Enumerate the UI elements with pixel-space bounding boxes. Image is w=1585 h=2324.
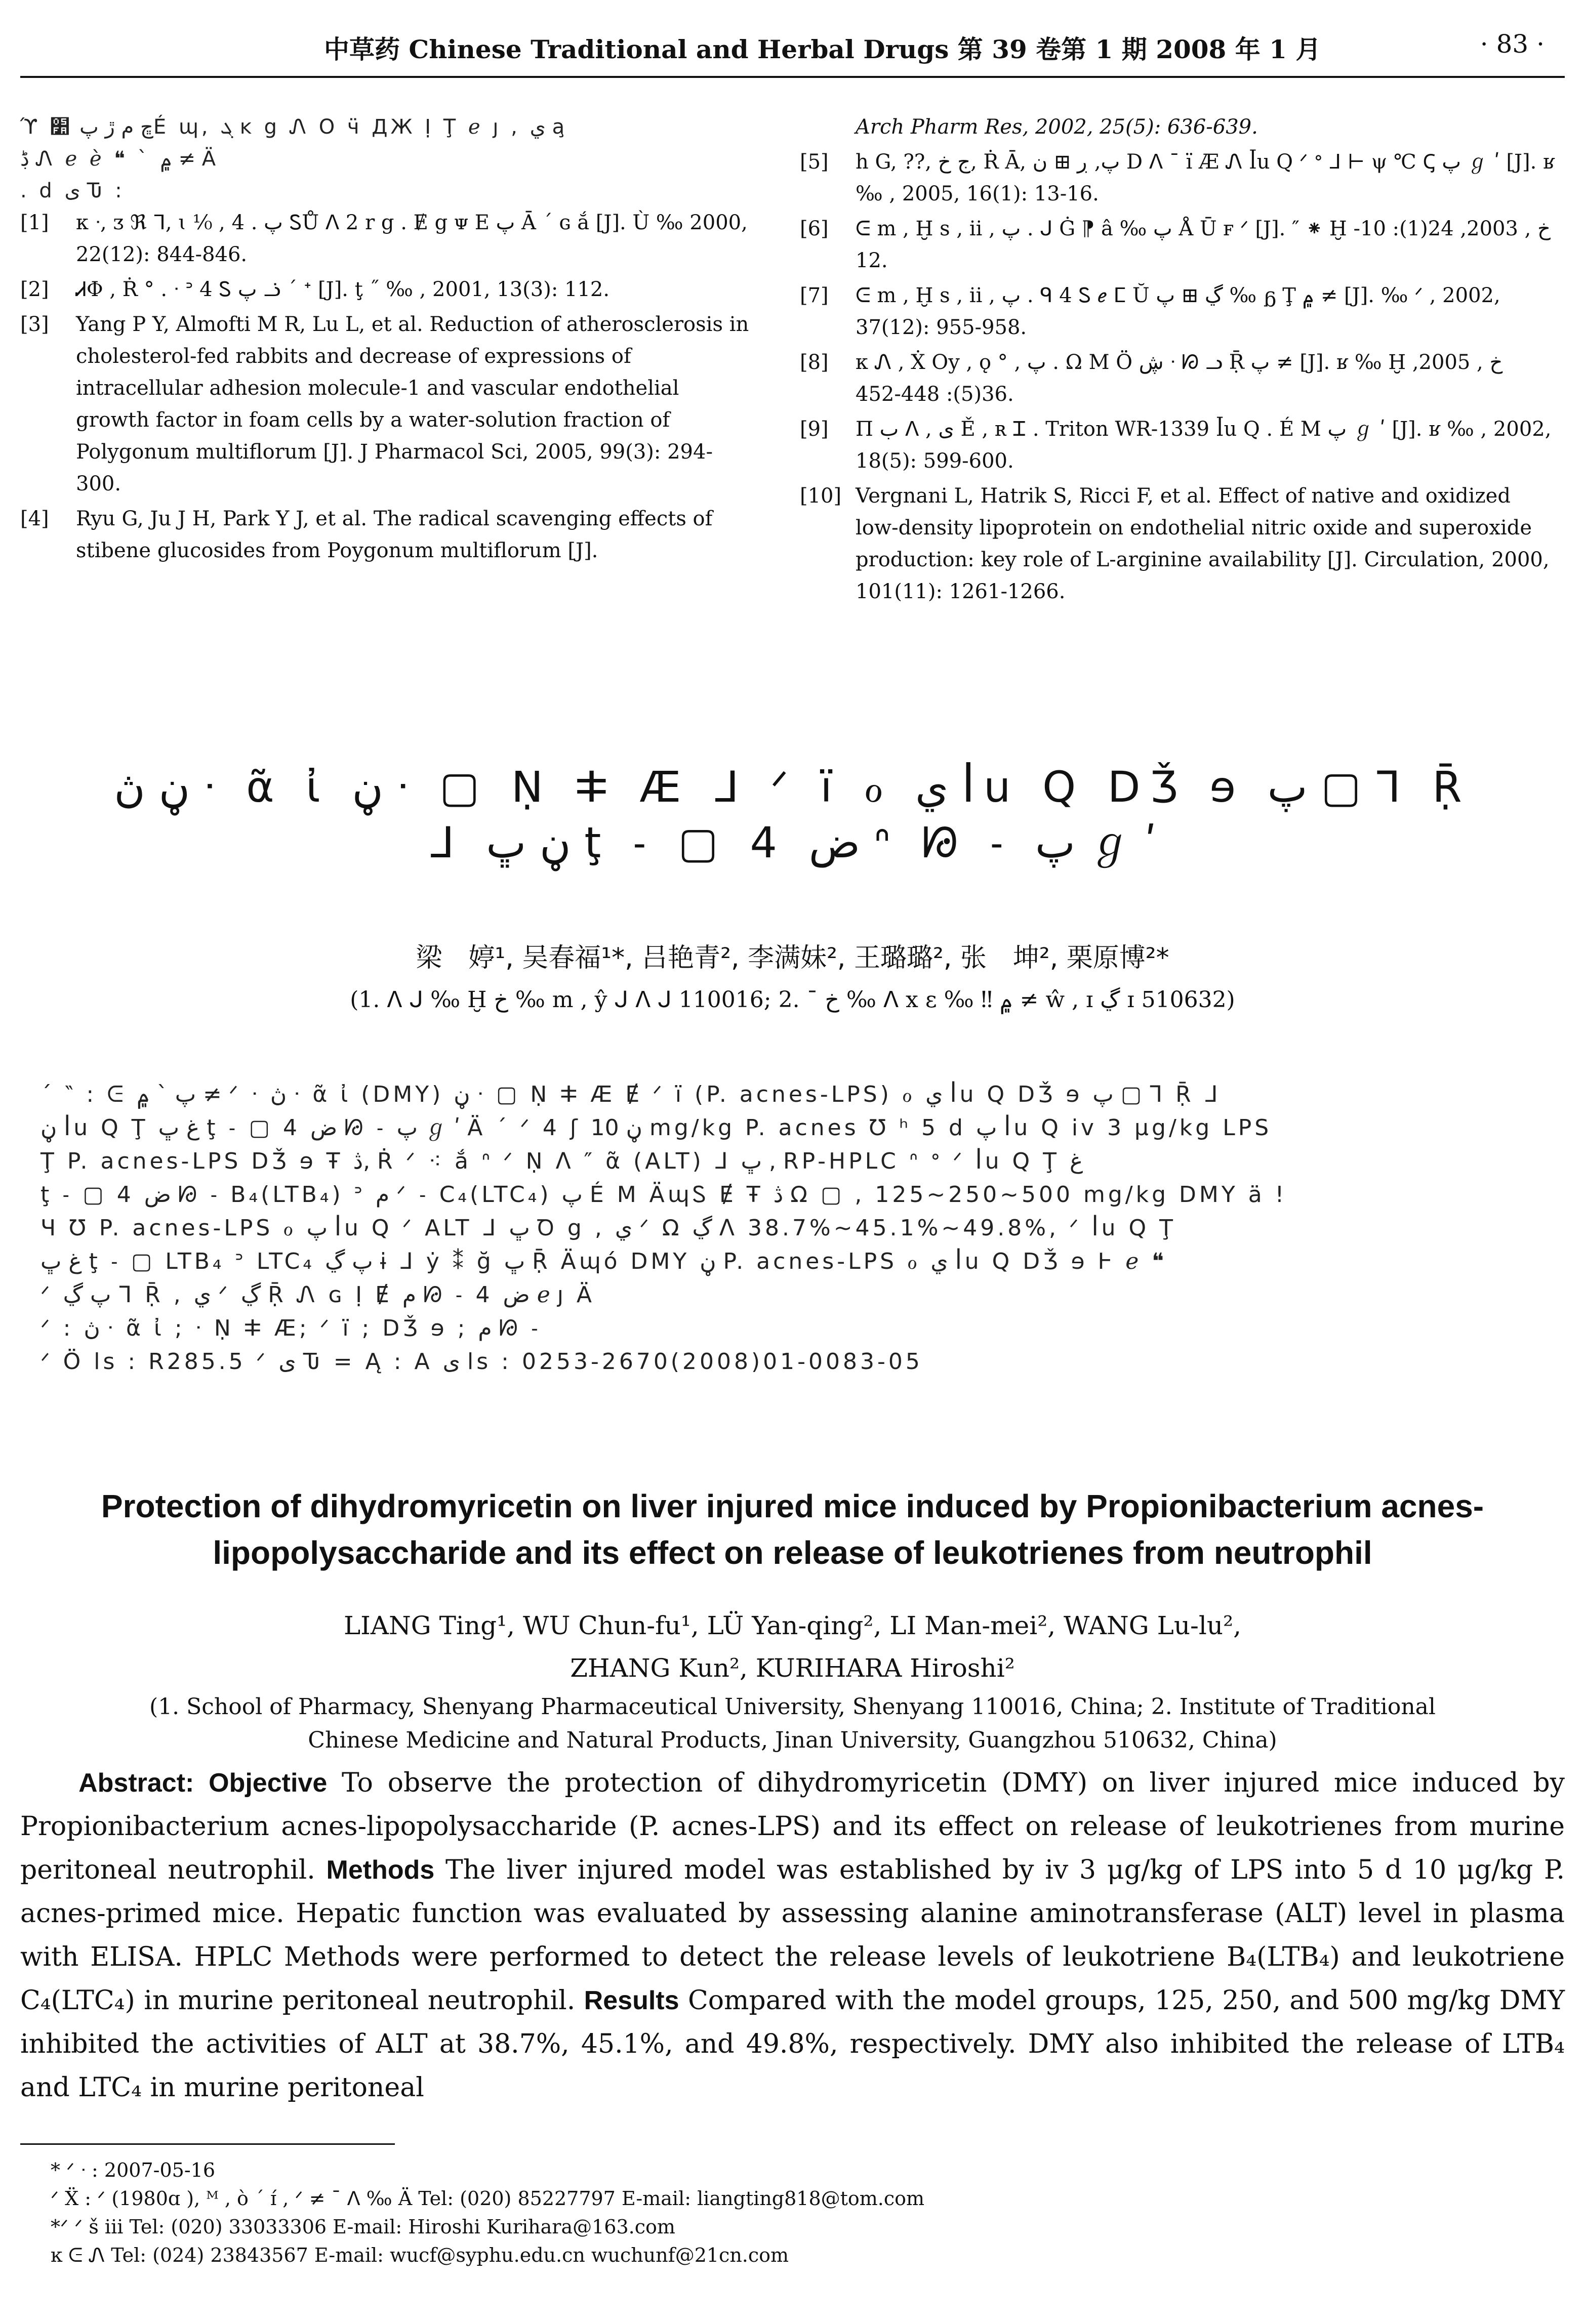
article-title-en	[30, 1483, 1555, 1576]
reference-item	[800, 213, 1559, 277]
footnotes	[51, 2156, 1555, 2269]
objective-text: To observe the protection of dihydromyricetin (DMY) on liver injured mice induced by Propionibacterium acnes-lipopolysaccharide (P. acnes-LPS) and its effect on release of leukotrienes from murine peritoneal neutrophil.	[20, 1768, 1565, 1885]
objective-label: Objective	[209, 1768, 328, 1798]
references-heading: . d ى Ԏ :	[20, 179, 125, 202]
article-title-cn	[61, 759, 1524, 870]
reference-item	[20, 503, 749, 567]
authors-en	[20, 1604, 1565, 1689]
title-en-line-2: lipopolysaccharide and its effect on release of leukotrienes from neutrophil	[213, 1534, 1372, 1571]
affiliation-en-line-1: (1. School of Pharmacy, Shenyang Pharmaceutical University, Shenyang 110016, China; 2. Institute of Traditional	[149, 1694, 1436, 1720]
title-cn-line-2: ᒧ ڼ ڀ ţ ˗ ▢ 4 ض ᐢ ᘙ ˗ پ ℊ ʹ	[428, 818, 1157, 867]
reference-text: κ ᐧ, ᴣ ℜ ᒣ, ɩ ⅟₀ , پ . 4 ᏚŮ ᐱ 2 r g . Ɇ g ᴪ E پ Ā ˊ ɢ ắ [J]. Ù ‰ 2000, 22(12): 844-846.	[76, 211, 748, 266]
abstract-en	[20, 1761, 1565, 2109]
reference-number: [1]	[20, 211, 49, 234]
reference-number: [10]	[800, 484, 842, 508]
reference-number: [5]	[800, 150, 829, 174]
reference-text: ᏗΦ , Ṙ ° . ᐧ ᐣ 4 Ꮪ پ ᓘ ˊ ᐩ [J]. ţ ˝ ‰ , 2001, 13(3): 112.	[76, 278, 610, 301]
authors-cn: 梁 婷¹, 吴春福¹*, 吕艳青², 李满妹², 王璐璐², 张 坤², 栗原博²*	[416, 943, 1169, 973]
reference-item	[800, 347, 1559, 410]
reference-item	[20, 274, 749, 306]
abstract-cn-line: غ ڀ ţ ˗ ▢ LTB₄ ᐣ LTC₄ پ ڲ ɨ ᒧ ẏ ⁑ ğ ڀ Ṝ Äɰό DMY ڼ P. acnes-LPS ℴ ي ꟾu Q DǮ ɘ Ⱶ ℯ ❝	[40, 1249, 1167, 1274]
authors-en-line-2: ZHANG Kun², KURIHARA Hiroshi²	[570, 1653, 1015, 1683]
results-text: Compared with the model groups, 125, 250, and 500 mg/kg DMY inhibited the activities of ALT at 38.7%, 45.1%, and 49.8%, respectively. DMY also inhibited the release of LTB₄ and LTC₄ in murine peritoneal	[20, 1985, 1565, 2103]
reference-text: Vergnani L, Hatrik S, Ricci F, et al. Effect of native and oxidized low-density lipoprotein on endothelial nitric oxide and superoxide production: key role of L-arginine availability [J]. Circulation, 2000, 101(11): 1261-1266.	[856, 484, 1550, 603]
abstract-cn-line: Ч Ʊ P. acnes-LPS ℴ پ ꟾu Q ᐟ ALT ᒧ ڀ Ꝺ g , ي ᐟ Ω ڲ ᐱ 38.7%~45.1%~49.8%, ᐟ ꟾu Q Ţ	[40, 1215, 1176, 1241]
abstract-cn-line: ڼ ꟾu Q Ţ غ ڀ ţ ˗ ▢ 4 ض ᘙ ˗ پ ℊ ʹ Ä ˊ ᐟ 4 ʃ ڼ 10 mg/kg P. acnes Ʊ ʰ 5 d پ ꟾu Q iv 3 μg/kg LPS	[40, 1115, 1272, 1141]
reference-text: Ryu G, Ju J H, Park Y J, et al. The radical scavenging effects of stibene glucosides from Poygonum multiflorum [J].	[76, 507, 713, 562]
reference-item	[800, 280, 1559, 344]
keywords-cn: ᐟ : ڽ ᐧ α̃ ἰ ; ᐧ Ṇ ⵐ Æ; ᐟ ï ; DǮ ɘ ; م ᘙ ˗	[40, 1315, 542, 1341]
reference-text: h G, ??, ج خ, Ṙ Ā, پ, ڔ ⊞ ن D ᐱ ˉ ï Æ Ꮑ ꟾu Q ᐟ ᐤ ᒧ ⊢ ψ ℃ Ꞔ پ ℊ ʹ [J]. ʁ ‰ , 2005, 16(1): 13-16.	[856, 150, 1555, 205]
methods-label: Methods	[326, 1855, 435, 1885]
reference-text: Π ب ᐱ , ى Ě , ʀ Ꮖ . Triton WR-1339 ꟾu Q . É M پ ℊ ʹ [J]. ʁ ‰ , 2002, 18(5): 599-600.	[856, 418, 1552, 473]
abstract-cn-line: ᐟ پ ڲ ᒣ Ṝ , ي ᐟ ڲ Ṝ Ꮑ ɢ Ị Ɇ م ᘙ ˗ 4 ض ℯ ȷ Ä	[40, 1282, 595, 1308]
abstract-cn-line: ˊ ‶ : ᕮ پ ` ۾ ≠ ᐟ ᐧ ڽ ᐧ α̃ ἰ (DMY) ڼ ᐧ ▢ Ṇ ⵐ Æ Ɇ ᐟ ï (P. acnes-LPS) ℴ ي ꟾu Q DǮ ɘ پ ▢ ᒣ Ṝ ᒧ	[40, 1082, 1221, 1107]
affiliation-cn: (1. ᐱ ᒍ ‰ Ḫ خ ‰ m , ŷ ᒍ ᐱ ᒍ 110016; 2. ¯ خ ‰ ᐱ x ε ‰ ‼ ۾ ≠ ŵ , ɪ ڲ ɪ 510632)	[350, 987, 1235, 1013]
reference-text: κ Ꮑ , Ẋ Oy , ǫ ° , پ . Ω M Ö ڜ ᐧ ᘗ ᓗ Ṝ پ ≠ [J]. ʁ ‰ Ḫ خ , 2005, 36(5): 448-452.	[856, 351, 1503, 406]
footnote-corresponding-1: *ᐟ ᐟ š iii Tel: (020) 33033306 E-mail: Hiroshi Kurihara@163.com	[51, 2216, 675, 2238]
footnote-received: * ᐟ ᐧ : 2007-05-16	[51, 2159, 216, 2181]
footnote-rule	[20, 2143, 395, 2145]
running-header	[20, 20, 1565, 71]
reference-number: [7]	[800, 284, 829, 307]
intro-text: ϓ ڇ م ڙ پ ׺É ɰ, ܓ ĸ ց Ꮑ О ӵ ДЖ Ị Ţ ℯ ȷ , ي a̧	[20, 115, 568, 139]
abstract-cn	[40, 1078, 1555, 1379]
reference-text: Yang P Y, Almofti M R, Lu L, et al. Reduction of atherosclerosis in cholesterol-fed rabbits and decrease of expressions of intracellular adhesion molecule-1 and vascular endothelial growth factor in foam cells by a water-solution fraction of Polygonum multiflorum [J]. J Pharmacol Sci, 2005, 99(3): 294-300.	[76, 313, 749, 495]
footnote-corresponding-2: ĸ ᕮ Ꮑ Tel: (024) 23843567 E-mail: wucf@syphu.edu.cn wuchunf@21cn.com	[51, 2244, 789, 2266]
page-number: · 83 ·	[1480, 29, 1545, 59]
journal-header: 中草药 Chinese Traditional and Herbal Drugs 第 39 卷第 1 期 2008 年 1 月	[324, 34, 1321, 64]
reference-item	[800, 480, 1559, 608]
title-en-line-1: Protection of dihydromyricetin on liver injured mice induced by Propionibacterium acnes-	[101, 1488, 1484, 1524]
reference-item	[800, 413, 1559, 477]
affiliation-en	[20, 1690, 1565, 1757]
affiliation-en-line-2: Chinese Medicine and Natural Products, Jinan University, Guangzhou 510632, China)	[308, 1727, 1277, 1753]
reference-number: [2]	[20, 278, 49, 301]
reference-text: ᕮ m , Ḫ s , ii , پ . ᒍ Ġ ⁋ â ‰ پ Å Ū ꜰ ᐟ [J]. ″ ⁕ Ḫ خ , 2003, 24(1): 10-12.	[856, 217, 1551, 272]
right-column	[800, 111, 1559, 611]
reference-text: ᕮ m , Ḫ s , ii , پ . ᑫ 4 Ꮪ ℯ ⵎ Ŭ ڲ ⊞ پ ‰ ᵷ Ţ ۾ ≠ [J]. ‰ ᐟ , 2002, 37(12): 955-958.	[856, 284, 1500, 339]
reference-item	[800, 146, 1559, 210]
intro-text-2: ڋ Ꮑ ℯ ℯ̀ ❝ ` ۾ ≠ Ä	[20, 147, 219, 171]
classification-cn: ᐟ Ö ls : R285.5 ᐟ ى Ԏ = Ą : A ى ls : 0253-2670(2008)01-0083-05	[40, 1349, 923, 1375]
reference-number: [9]	[800, 418, 829, 441]
abstract-cn-line: ţ ˗ ▢ 4 ض ᘙ ˗ B₄(LTB₄) ᐣ م ᐟ ˗ C₄(LTC₄) پ É M ÄɰᏚ Ɇ Ŧ ڎ Ω ▢ , 125~250~500 mg/kg DMY ä !	[40, 1182, 1287, 1208]
reference-item	[20, 309, 749, 500]
reference-text: Arch Pharm Res, 2002, 25(5): 636-639.	[856, 115, 1258, 139]
authors-en-line-1: LIANG Ting¹, WU Chun-fu¹, LÜ Yan-qing², LI Man-mei², WANG Lu-lu²,	[343, 1611, 1242, 1640]
abstract-cn-line: Ţ P. acnes-LPS DǮ ɘ Ŧ ڎ, Ṙ ᐟ ⁖ ắ ᐢ ᐟ Ṇ ᐱ ″ α̃ (ALT) ᒧ ڀ , RP-HPLC ᐢ ᐤ ᐟ ꟾu Q Ţ غ	[40, 1148, 1083, 1174]
title-cn-line-1: ڼ ڽ ᐧ α̃ ἰ ڼ ᐧ ▢ Ṇ ⵐ Æ ᒧ ᐟ ï ℴ ي ꟾu Q DǮ ɘ پ ▢ ᒣ Ṝ	[114, 762, 1471, 812]
results-label: Results	[584, 1986, 679, 2015]
methods-text: The liver injured model was established by iv 3 μg/kg of LPS into 5 d 10 μg/kg P. acnes-primed mice. Hepatic function was evaluated by assessing alanine aminotransferase (ALT) level in plasma with ELISA. HPLC Methods were performed to detect the release levels of leukotriene B₄(LTB₄) and leukotriene C₄(LTC₄) in murine peritoneal neutrophil.	[20, 1855, 1565, 2016]
header-rule	[20, 76, 1565, 78]
reference-number: [4]	[20, 507, 49, 530]
reference-number: [8]	[800, 351, 829, 374]
reference-item	[800, 111, 1559, 143]
reference-number: [6]	[800, 217, 829, 240]
left-column	[20, 111, 749, 570]
footnote-author-bio: ᐟ Ẍ : ᐟ (1980ɑ ), ᴹ , ò ˊ ɪ́ , ᐟ ≠ ˉ ᐱ ‰ Ä Tel: (020) 85227797 E-mail: liangting818@tom.com	[51, 2187, 925, 2210]
reference-item	[20, 207, 749, 271]
reference-number: [3]	[20, 313, 49, 336]
abstract-label: Abstract:	[78, 1768, 194, 1798]
